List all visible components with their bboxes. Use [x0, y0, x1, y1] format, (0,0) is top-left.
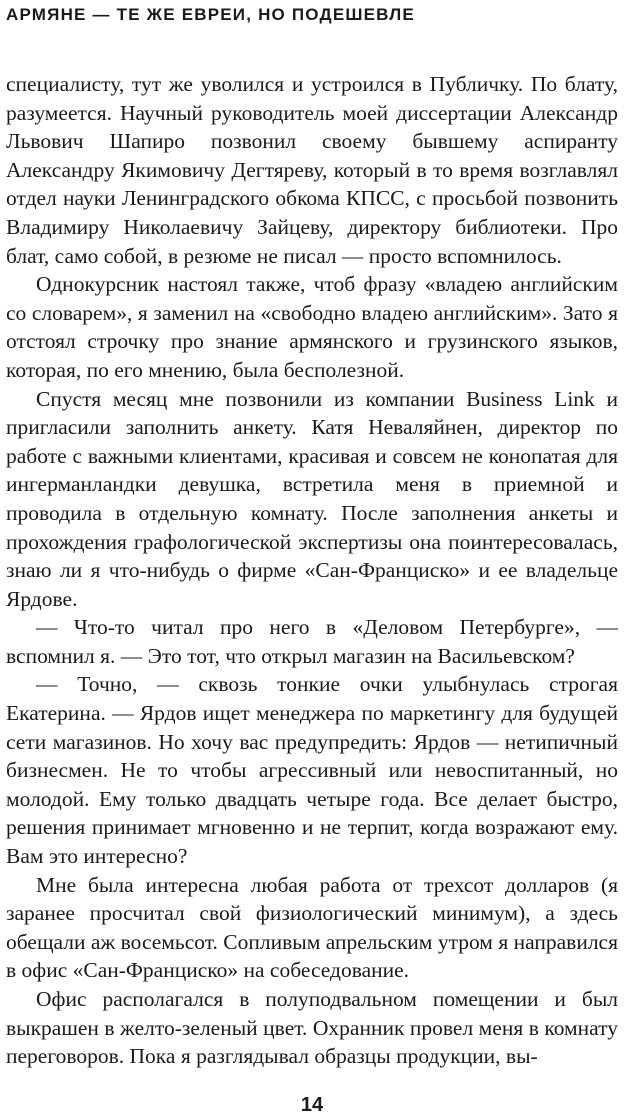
paragraph: — Точно, — сквозь тонкие очки улыбнулась строгая Екатерина. — Ярдов ищет менеджера по маркетингу для будущей сети магазинов. Но хочу вас предупредить: Ярдов — нетипичный бизнесмен. Не то чтобы агрессивный или невоспитанный, но молодой. Ему только двадцать четыре года. Все делает быстро, решения принимает мгновенно и не терпит, когда возражают ему. Вам это интересно? — [6, 672, 618, 869]
paragraph: специалисту, тут же уволился и устроился в Публичку. По блату, разумеется. Научный руководитель моей диссертации Александр Львович Шапиро позвонил своему бывшему аспиранту Александру Якимовичу Дегтяреву, который в то время возглавлял отдел науки Ленинградского обкома КПСС, с просьбой позвонить Владимиру Николаевичу Зайцеву, директору библиотеки. Про блат, само собой, в резюме не писал — просто вспомнилось. — [6, 72, 618, 268]
paragraph: Однокурсник настоял также, чтоб фразу «владею английским со словарем», я заменил на «свободно владею английским». Зато я отстоял строчку про знание армянского и грузинского языков, которая, по его мнению, была бесполезной. — [6, 272, 618, 382]
paragraph: Офис располагался в полуподвальном помещении и был выкрашен в желто-зеленый цвет. Охранник провел меня в комнату переговоров. Пока я разглядывал образцы продукции, вы- — [6, 987, 618, 1069]
page-body-text — [6, 70, 618, 1071]
paragraph: — Что-то читал про него в «Деловом Петербурге», — вспомнил я. — Это тот, что открыл магазин на Васильевском? — [6, 615, 618, 668]
page-number: 14 — [300, 1094, 324, 1116]
paragraph: Спустя месяц мне позвонили из компании Business Link и пригласили заполнить анкету. Катя Неваляйнен, директор по работе с важными клиентами, красивая и совсем не конопатая для ингерманландки девушка, встретила меня в приемной и проводила в отдельную комнату. После заполнения анкеты и прохождения графологической экспертизы она поинтересовалась, знаю ли я что-нибудь о фирме «Сан-Франциско» и ее владельце Ярдове. — [6, 386, 618, 611]
running-head: АРМЯНЕ — ТЕ ЖЕ ЕВРЕИ, НО ПОДЕШЕВЛЕ — [6, 5, 415, 24]
paragraph: Мне была интересна любая работа от трехсот долларов (я заранее просчитал свой физиологический минимум), а здесь обещали аж восемьсот. Сопливым апрельским утром я направился в офис «Сан-Франциско» на собеседование. — [6, 872, 618, 983]
